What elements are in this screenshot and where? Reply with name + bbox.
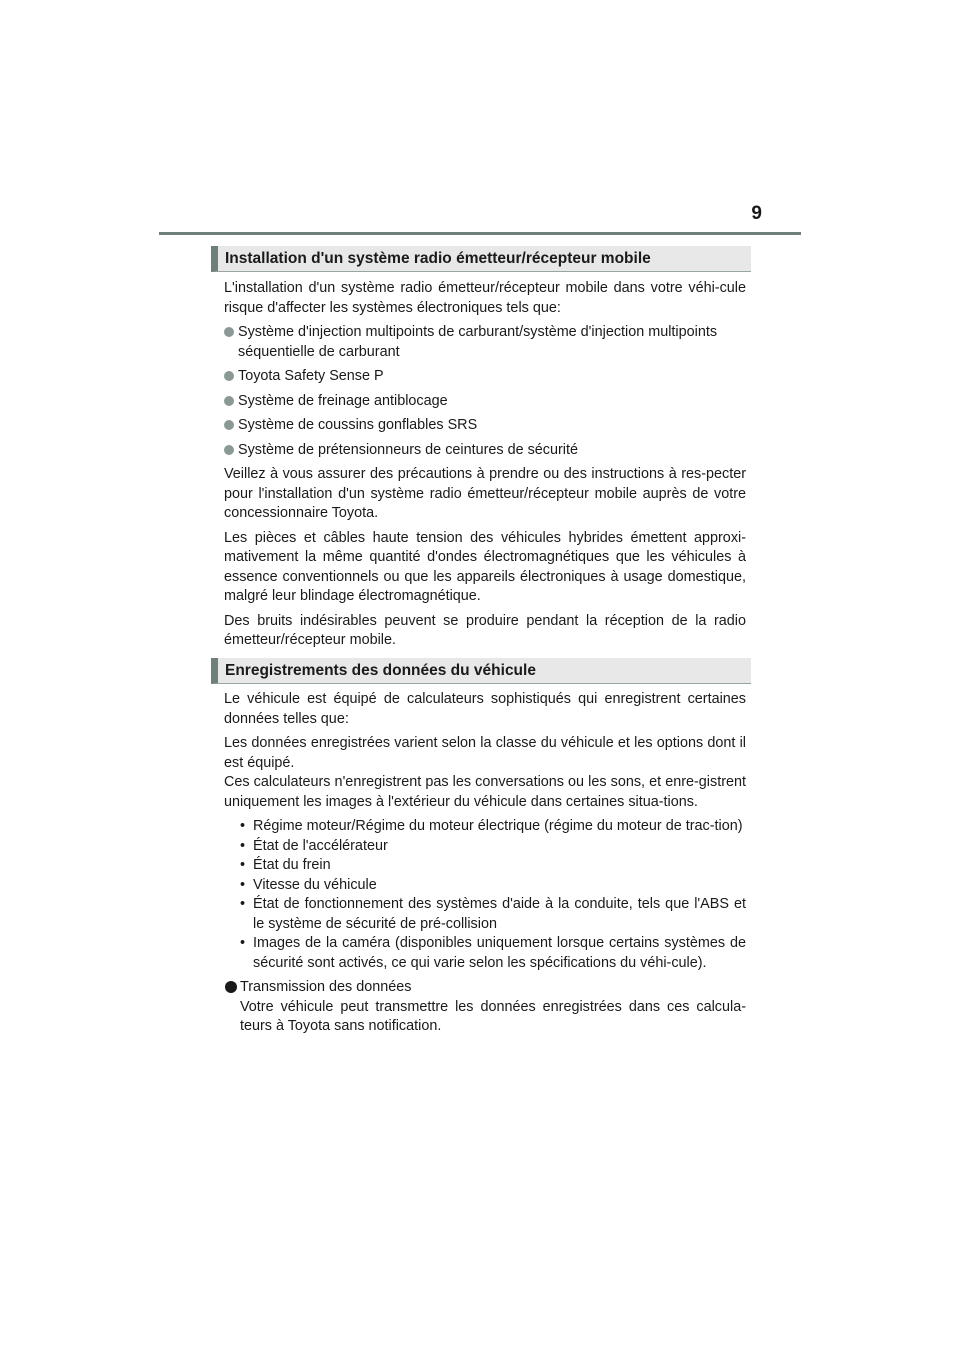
list-item: • Vitesse du véhicule [240,876,377,893]
data-list [224,817,746,973]
list-item: • État du frein [240,857,331,873]
list-item: Système de coussins gonflables SRS [224,416,746,436]
bullet-icon [224,371,234,381]
bullet-icon [224,420,234,430]
bullet-icon [224,396,234,406]
list-item: Toyota Safety Sense P [224,367,746,387]
item-title: Transmission des données [240,979,412,995]
section-heading-radio [211,246,751,272]
list-item: Système de prétensionneurs de ceintures de sécurité [224,441,746,461]
paragraph: Ces calculateurs n'enregistrent pas les conversations ou les sons, et enre-gistrent uniquement les images à l'extérieur du véhicule dans certaines situa-tions. [224,774,746,810]
section-body-data [224,690,746,1042]
section-heading-data [211,658,751,684]
bullet-icon [224,327,234,337]
list-item: • Régime moteur/Régime du moteur électrique (régime du moteur de trac-tion) [240,818,743,834]
item-text: Votre véhicule peut transmettre les données enregistrées dans ces calcula-teurs à Toyota sans notification. [240,998,746,1034]
paragraph: Les données enregistrées varient selon la classe du véhicule et les options dont il est équipé. [224,735,746,771]
list-item: • État de fonctionnement des systèmes d'aide à la conduite, tels que l'ABS et le système de sécurité de pré-collision [240,896,746,932]
paragraph: L'installation d'un système radio émetteur/récepteur mobile dans votre véhi-cule risque d'affecter les systèmes électroniques tels que: [224,280,746,316]
paragraph: Veillez à vous assurer des précautions à prendre ou des instructions à res-pecter pour l'installation d'un système radio émetteur/récepteur mobile auprès de votre concessionnaire Toyota. [224,466,746,521]
paragraph: Les pièces et câbles haute tension des véhicules hybrides émettent approxi-mativement la même quantité d'ondes électromagnétiques que les véhicules à essence conventionnels ou que les appareils électroniques à usage domestique, malgré leur blindage électromagnétique. [224,529,746,604]
paragraph: Des bruits indésirables peuvent se produire pendant la réception de la radio émetteur/récepteur mobile. [224,612,746,648]
bullet-icon [225,981,237,993]
section-title: Installation d'un système radio émetteur/récepteur mobile [225,250,651,267]
list-item: • Images de la caméra (disponibles uniquement lorsque certains systèmes de sécurité sont activés, ce qui varie selon les spécifications du véhi-cule). [240,935,746,971]
page-number: 9 [751,203,762,224]
header-rule [159,232,801,235]
section-title: Enregistrements des données du véhicule [225,662,536,679]
section-body-radio [224,279,746,656]
list-item: Système de freinage antiblocage [224,392,746,412]
list-item: • État de l'accélérateur [240,837,388,854]
list-item: Système d'injection multipoints de carburant/système d'injection multipoints séquentielle de carburant [224,323,746,362]
bullet-icon [224,445,234,455]
paragraph: Le véhicule est équipé de calculateurs sophistiqués qui enregistrent certaines données telles que: [224,691,746,727]
list-item [224,978,746,1037]
